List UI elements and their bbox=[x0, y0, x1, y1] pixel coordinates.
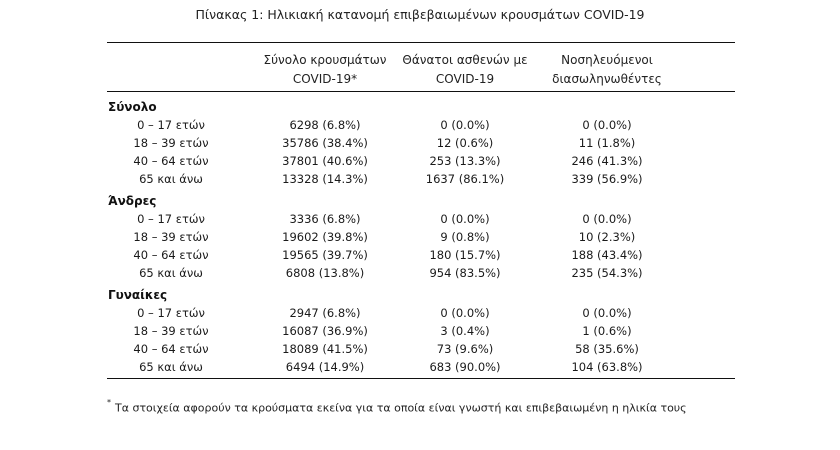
age-cell bbox=[121, 304, 221, 322]
header-intubated-line1: Νοσηλευόμενοι bbox=[561, 53, 653, 67]
age-label: 65 και άνω bbox=[139, 266, 203, 280]
intubated-cell: 0 (0.0%) bbox=[582, 306, 632, 320]
age-cell bbox=[121, 134, 221, 152]
cases-cell: 2947 (6.8%) bbox=[289, 306, 361, 320]
deaths-cell: 0 (0.0%) bbox=[440, 306, 490, 320]
cases-cell: 3336 (6.8%) bbox=[289, 212, 361, 226]
header-deaths-line2: COVID-19 bbox=[435, 72, 495, 86]
deaths-cell: 0 (0.0%) bbox=[440, 118, 490, 132]
cases-cell: 13328 (14.3%) bbox=[282, 172, 368, 186]
cases-cell: 16087 (36.9%) bbox=[282, 324, 368, 338]
intubated-cell: 104 (63.8%) bbox=[571, 360, 643, 374]
footnote-mark: * bbox=[107, 398, 111, 407]
header-deaths-line1: Θάνατοι ασθενών με bbox=[402, 53, 528, 67]
intubated-cell: 235 (54.3%) bbox=[571, 266, 643, 280]
table-row bbox=[107, 134, 735, 152]
table-title: Πίνακας 1: Ηλικιακή κατανομή επιβεβαιωμένων κρουσμάτων COVID-19 bbox=[195, 7, 645, 22]
header-total-cases-line2: COVID-19* bbox=[292, 72, 358, 86]
age-cell bbox=[121, 116, 221, 134]
cases-cell: 37801 (40.6%) bbox=[282, 154, 368, 168]
table-row bbox=[107, 322, 735, 340]
intubated-cell: 10 (2.3%) bbox=[578, 230, 636, 244]
deaths-cell: 683 (90.0%) bbox=[429, 360, 501, 374]
header-total-cases bbox=[250, 51, 400, 89]
deaths-cell: 9 (0.8%) bbox=[440, 230, 490, 244]
cases-cell: 35786 (38.4%) bbox=[282, 136, 368, 150]
age-cell bbox=[121, 340, 221, 358]
table-row bbox=[107, 264, 735, 282]
age-label: 18 – 39 ετών bbox=[133, 230, 209, 244]
intubated-cell: 339 (56.9%) bbox=[571, 172, 643, 186]
group-title: Άνδρες bbox=[108, 194, 157, 208]
deaths-cell: 180 (15.7%) bbox=[429, 248, 501, 262]
age-cell bbox=[121, 322, 221, 340]
intubated-cell: 188 (43.4%) bbox=[571, 248, 643, 262]
intubated-cell: 1 (0.6%) bbox=[582, 324, 632, 338]
age-label: 0 – 17 ετών bbox=[137, 118, 205, 132]
deaths-cell: 954 (83.5%) bbox=[429, 266, 501, 280]
intubated-cell: 0 (0.0%) bbox=[582, 212, 632, 226]
intubated-cell: 58 (35.6%) bbox=[575, 342, 639, 356]
table-bottom-rule bbox=[107, 378, 735, 379]
group-title: Γυναίκες bbox=[108, 288, 168, 302]
cases-cell: 6808 (13.8%) bbox=[285, 266, 365, 280]
cases-cell: 19602 (39.8%) bbox=[282, 230, 368, 244]
intubated-cell: 11 (1.8%) bbox=[578, 136, 636, 150]
age-label: 18 – 39 ετών bbox=[133, 324, 209, 338]
age-label: 65 και άνω bbox=[139, 172, 203, 186]
age-label: 40 – 64 ετών bbox=[133, 154, 209, 168]
table-row bbox=[107, 116, 735, 134]
age-cell bbox=[121, 228, 221, 246]
deaths-cell: 253 (13.3%) bbox=[429, 154, 501, 168]
table-header bbox=[107, 43, 735, 91]
cases-cell: 6298 (6.8%) bbox=[289, 118, 361, 132]
group-total bbox=[107, 98, 735, 188]
header-intubated-line2: διασωληνωθέντες bbox=[552, 72, 662, 86]
group-women bbox=[107, 286, 735, 376]
cases-cell: 19565 (39.7%) bbox=[282, 248, 368, 262]
group-men bbox=[107, 192, 735, 282]
table-row bbox=[107, 170, 735, 188]
age-label: 40 – 64 ετών bbox=[133, 342, 209, 356]
age-label: 65 και άνω bbox=[139, 360, 203, 374]
intubated-cell: 0 (0.0%) bbox=[582, 118, 632, 132]
age-label: 18 – 39 ετών bbox=[133, 136, 209, 150]
footnote-text: Τα στοιχεία αφορούν τα κρούσματα εκείνα για τα οποία είναι γνωστή και επιβεβαιωμένη η ηλικία τους bbox=[115, 401, 687, 415]
deaths-cell: 73 (9.6%) bbox=[436, 342, 494, 356]
age-label: 0 – 17 ετών bbox=[137, 212, 205, 226]
deaths-cell: 1637 (86.1%) bbox=[425, 172, 505, 186]
table-row bbox=[107, 358, 735, 376]
group-title: Σύνολο bbox=[108, 100, 157, 114]
table-row bbox=[107, 228, 735, 246]
deaths-cell: 3 (0.4%) bbox=[440, 324, 490, 338]
cases-cell: 6494 (14.9%) bbox=[285, 360, 365, 374]
cases-cell: 18089 (41.5%) bbox=[282, 342, 368, 356]
age-cell bbox=[121, 152, 221, 170]
age-cell bbox=[121, 264, 221, 282]
header-deaths bbox=[390, 51, 540, 89]
table-row bbox=[107, 304, 735, 322]
age-cell bbox=[121, 170, 221, 188]
header-total-cases-line1: Σύνολο κρουσμάτων bbox=[263, 53, 387, 67]
footnote bbox=[107, 400, 827, 415]
header-intubated bbox=[532, 51, 682, 89]
deaths-cell: 0 (0.0%) bbox=[440, 212, 490, 226]
intubated-cell: 246 (41.3%) bbox=[571, 154, 643, 168]
table-row bbox=[107, 210, 735, 228]
age-distribution-table bbox=[107, 42, 735, 379]
age-cell bbox=[121, 246, 221, 264]
table-row bbox=[107, 152, 735, 170]
age-cell bbox=[121, 210, 221, 228]
table-row bbox=[107, 246, 735, 264]
header-rule bbox=[107, 91, 735, 92]
deaths-cell: 12 (0.6%) bbox=[436, 136, 494, 150]
age-label: 40 – 64 ετών bbox=[133, 248, 209, 262]
age-label: 0 – 17 ετών bbox=[137, 306, 205, 320]
age-cell bbox=[121, 358, 221, 376]
table-row bbox=[107, 340, 735, 358]
